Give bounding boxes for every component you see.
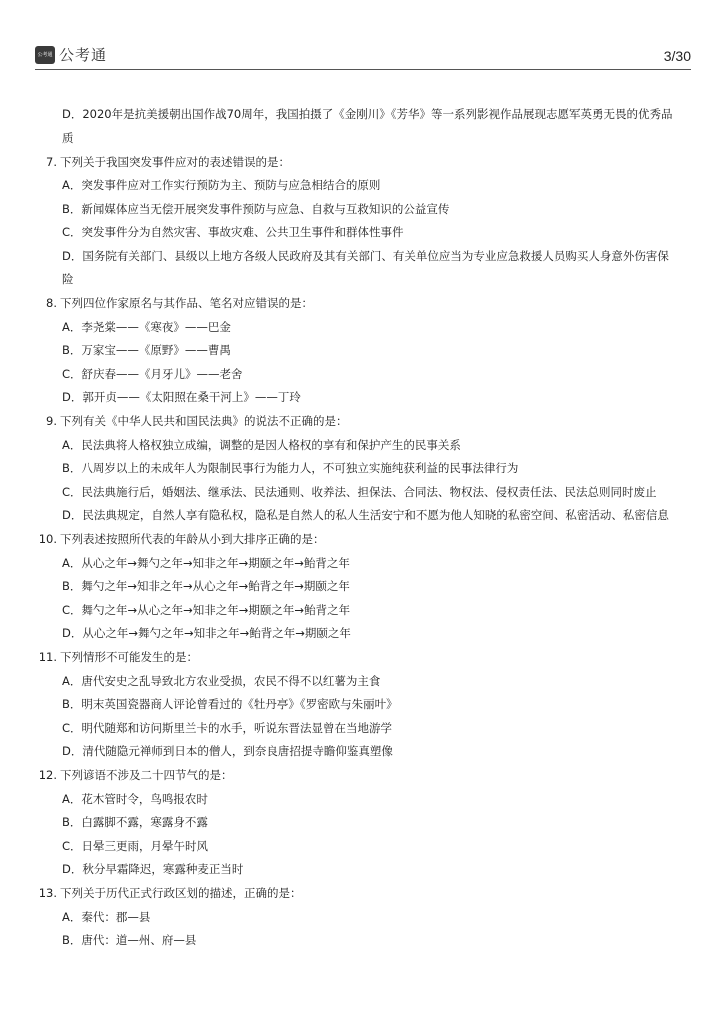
question-stem xyxy=(0,646,724,670)
answer-option xyxy=(0,481,724,505)
question-number: 10. xyxy=(38,532,57,546)
answer-option xyxy=(0,670,724,694)
option-text: B．唐代：道—州、府—县 xyxy=(62,933,197,947)
question-number: 13. xyxy=(38,886,57,900)
question-list xyxy=(0,103,724,953)
option-text: A．花木管时令，鸟鸣报农时 xyxy=(62,791,208,806)
answer-option xyxy=(0,717,724,741)
option-text: A．民法典将人格权独立成编，调整的是因人格权的享有和保护产生的民事关系 xyxy=(62,437,461,452)
answer-option xyxy=(0,174,724,198)
answer-option xyxy=(0,339,724,363)
brand-logo xyxy=(35,44,107,65)
option-text: B．八周岁以上的未成年人为限制民事行为能力人，不可独立实施纯获利益的民事法律行为 xyxy=(62,461,519,475)
question-number: 8. xyxy=(46,296,57,310)
question-text: 下列情形不可能发生的是： xyxy=(60,650,198,664)
page-header xyxy=(35,42,691,68)
option-text: A．唐代安史之乱导致北方农业受损，农民不得不以红薯为主食 xyxy=(62,673,381,688)
continuation-text: 险 xyxy=(62,272,74,286)
option-text: C．明代随郑和访问斯里兰卡的水手，听说东晋法显曾在当地游学 xyxy=(62,720,393,735)
answer-option xyxy=(0,835,724,859)
option-text: B．舞勺之年→知非之年→从心之年→鲐背之年→期颐之年 xyxy=(62,579,350,593)
question-stem xyxy=(0,764,724,788)
option-text: B．新闻媒体应当无偿开展突发事件预防与应急、自救与互救知识的公益宣传 xyxy=(62,201,450,216)
option-text: C．日晕三更雨，月晕午时风 xyxy=(62,838,209,853)
logo-badge-icon: 公考通 xyxy=(35,46,55,64)
option-text: B．万家宝——《原野》——曹禺 xyxy=(62,343,231,357)
answer-option xyxy=(0,103,724,127)
option-text: C．舒庆春——《月牙儿》——老舍 xyxy=(62,366,243,381)
answer-option xyxy=(0,221,724,245)
question-text: 下列表述按照所代表的年龄从小到大排序正确的是： xyxy=(60,532,325,546)
header-divider xyxy=(35,69,691,70)
answer-option xyxy=(0,552,724,576)
option-text: A．从心之年→舞勺之年→知非之年→期颐之年→鲐背之年 xyxy=(62,555,350,570)
option-text: D．2020年是抗美援朝出国作战70周年，我国拍摄了《金刚川》《芳华》等一系列影视作品展现志愿军英勇无畏的优秀品 xyxy=(62,107,673,121)
answer-option xyxy=(0,693,724,717)
answer-option xyxy=(0,198,724,222)
page-number: 3/30 xyxy=(663,48,691,64)
option-text: B．明末英国瓷器商人评论曾看过的《牡丹亭》《罗密欧与朱丽叶》 xyxy=(62,697,398,711)
option-text: D．郭开贞——《太阳照在桑干河上》——丁玲 xyxy=(62,390,301,404)
question-text: 下列关于历代正式行政区划的描述，正确的是： xyxy=(60,886,302,900)
answer-option xyxy=(0,316,724,340)
option-text: C．突发事件分为自然灾害、事故灾难、公共卫生事件和群体性事件 xyxy=(62,225,404,239)
option-text: D．国务院有关部门、县级以上地方各级人民政府及其有关部门、有关单位应当为专业应急救援人员购买人身意外伤害保 xyxy=(62,248,669,263)
option-text: A．突发事件应对工作实行预防为主、预防与应急相结合的原则 xyxy=(62,178,381,192)
answer-option xyxy=(0,386,724,410)
answer-option xyxy=(0,811,724,835)
option-text: A．李尧棠——《寒夜》——巴金 xyxy=(62,319,231,334)
option-text: B．白露脚不露，寒露身不露 xyxy=(62,815,208,829)
question-text: 下列四位作家原名与其作品、笔名对应错误的是： xyxy=(60,296,313,310)
option-text: C．舞勺之年→从心之年→知非之年→期颐之年→鲐背之年 xyxy=(62,602,351,617)
answer-option xyxy=(0,363,724,387)
question-number: 11. xyxy=(38,650,57,664)
option-text: D．民法典规定，自然人享有隐私权，隐私是自然人的私人生活安宁和不愿为他人知晓的私密空间、私密活动、私密信息 xyxy=(62,508,669,522)
answer-option xyxy=(0,788,724,812)
question-stem xyxy=(0,528,724,552)
question-text: 下列有关《中华人民共和国民法典》的说法不正确的是： xyxy=(60,414,348,428)
question-stem xyxy=(0,292,724,316)
answer-option xyxy=(0,929,724,953)
answer-option xyxy=(0,740,724,764)
question-number: 12. xyxy=(38,768,57,782)
continuation-text: 质 xyxy=(62,130,74,145)
answer-option xyxy=(0,906,724,930)
option-text: D．秋分早霜降迟，寒露种麦正当时 xyxy=(62,862,244,876)
option-text: A．秦代：郡—县 xyxy=(62,909,151,924)
question-number: 9. xyxy=(46,414,57,428)
answer-option xyxy=(0,858,724,882)
option-text: D．清代随隐元禅师到日本的僧人，到奈良唐招提寺瞻仰鉴真塑像 xyxy=(62,744,393,758)
answer-option xyxy=(0,434,724,458)
question-text: 下列关于我国突发事件应对的表述错误的是： xyxy=(60,154,290,169)
answer-option xyxy=(0,245,724,269)
option-continuation xyxy=(0,127,724,151)
option-text: D．从心之年→舞勺之年→知非之年→鲐背之年→期颐之年 xyxy=(62,626,351,640)
answer-option xyxy=(0,457,724,481)
answer-option xyxy=(0,504,724,528)
question-stem xyxy=(0,410,724,434)
answer-option xyxy=(0,575,724,599)
logo-text: 公考通 xyxy=(59,46,108,64)
answer-option xyxy=(0,599,724,623)
option-continuation xyxy=(0,268,724,292)
question-number: 7. xyxy=(46,154,57,169)
option-text: C．民法典施行后，婚姻法、继承法、民法通则、收养法、担保法、合同法、物权法、侵权责任法、民法总则同时废止 xyxy=(62,484,657,499)
answer-option xyxy=(0,622,724,646)
question-stem xyxy=(0,151,724,175)
question-text: 下列谚语不涉及二十四节气的是： xyxy=(60,768,233,782)
question-stem xyxy=(0,882,724,906)
